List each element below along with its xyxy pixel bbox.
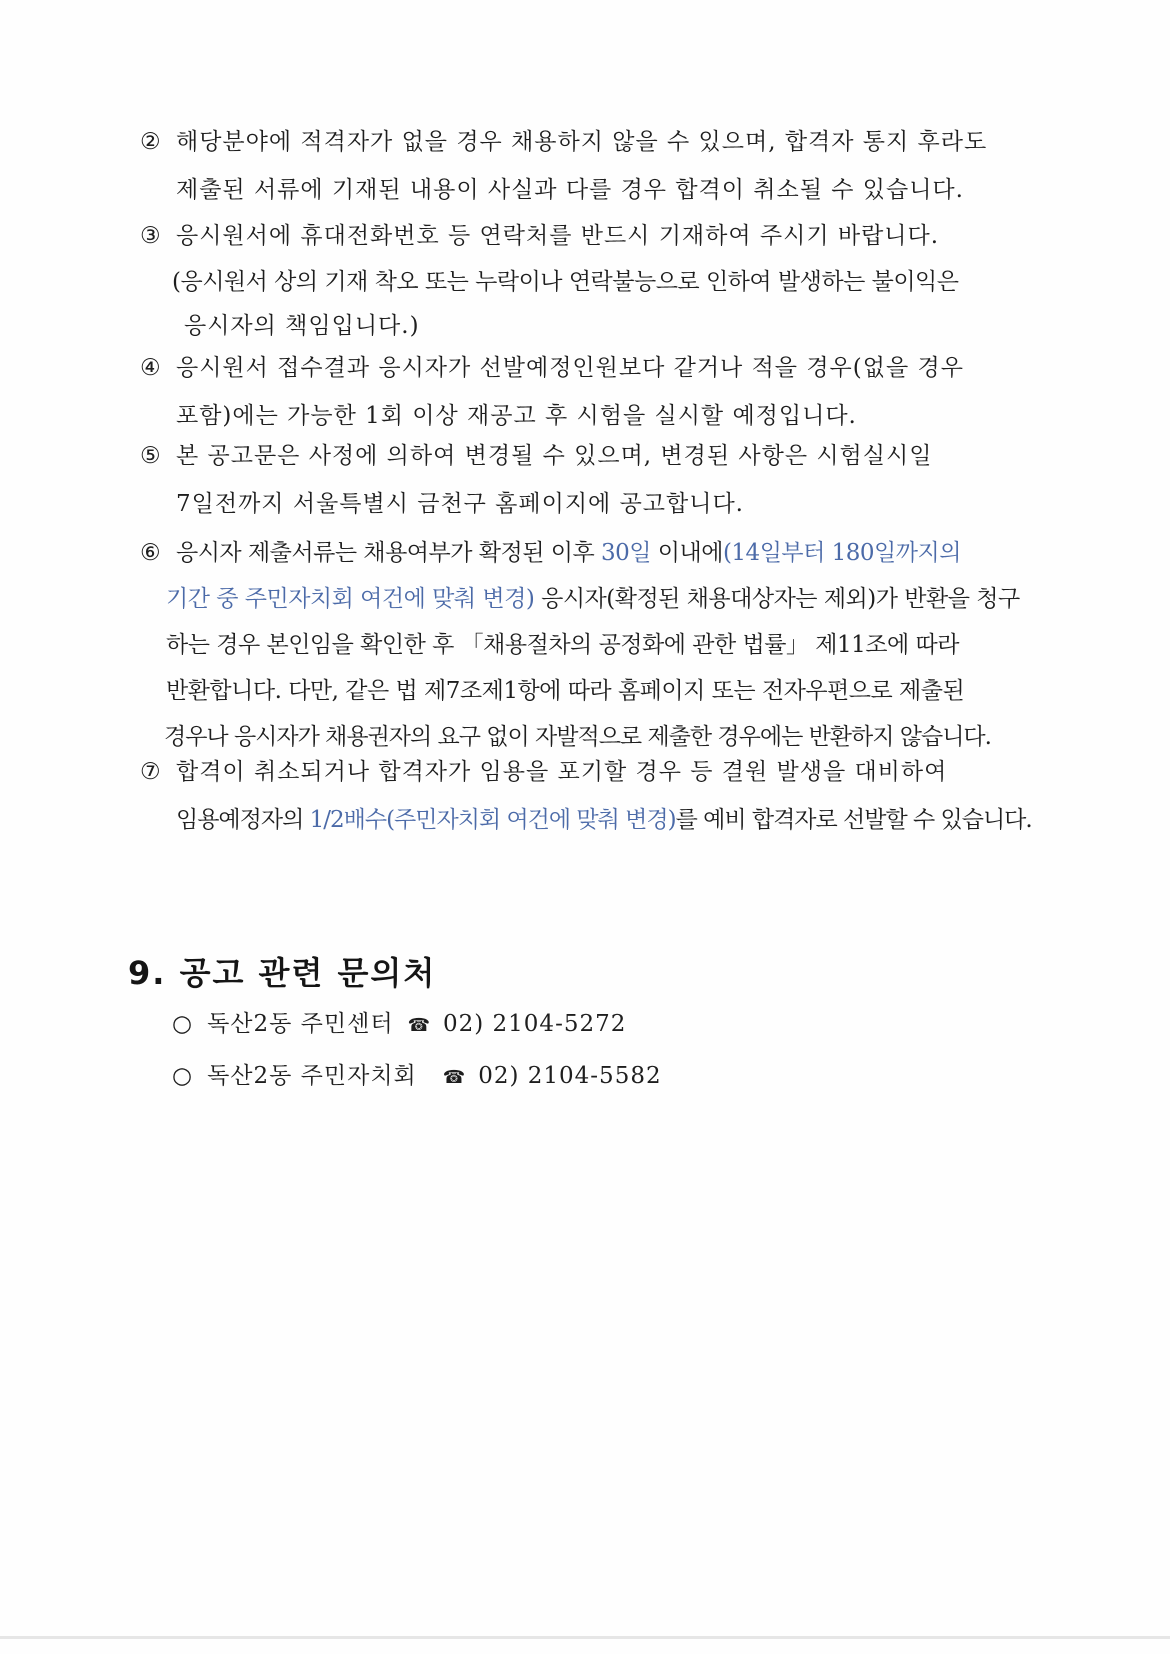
item-line xyxy=(140,530,1070,576)
item-line xyxy=(140,748,1070,796)
item-number: ⑤ xyxy=(140,443,162,469)
item-line: 경우나 응시자가 채용권자의 요구 없이 자발적으로 제출한 경우에는 반환하지 않습니다. xyxy=(164,724,991,750)
item-line: 응시자의 책임입니다.) xyxy=(184,313,420,339)
item-number: ② xyxy=(140,129,162,155)
item-number: ④ xyxy=(140,355,162,381)
page-bottom-edge xyxy=(0,1636,1170,1639)
item-text: 임용예정자의 xyxy=(176,807,310,833)
phone-icon: ☎ xyxy=(407,1015,431,1036)
item-line: 7일전까지 서울특별시 금천구 홈페이지에 공고합니다. xyxy=(176,491,744,517)
contact-phone: 02) 2104-5272 xyxy=(442,1011,627,1037)
item-text: 응시원서 접수결과 응시자가 선발예정인원보다 같거나 적을 경우(없을 경우 xyxy=(176,355,964,381)
notice-item-6 xyxy=(140,530,1070,760)
contact-item xyxy=(172,1004,626,1046)
item-line xyxy=(140,212,1070,260)
item-line xyxy=(140,432,1070,480)
notice-item-2 xyxy=(140,118,1070,214)
item-text: 합격이 취소되거나 합격자가 임용을 포기할 경우 등 결원 발생을 대비하여 xyxy=(176,759,948,785)
item-line: 하는 경우 본인임을 확인한 후 「채용절차의 공정화에 관한 법률」 제11조에 따라 xyxy=(166,632,959,658)
contact-phone: 02) 2104-5582 xyxy=(478,1063,662,1089)
item-line xyxy=(140,344,1070,392)
highlight-text: 30일 xyxy=(600,540,651,566)
item-number: ③ xyxy=(140,223,162,249)
item-text: 해당분야에 적격자가 없을 경우 채용하지 않을 수 있으며, 합격자 통지 후라도 xyxy=(176,129,988,155)
item-text: 응시자(확정된 채용대상자는 제외)가 반환을 청구 xyxy=(534,586,1020,612)
contact-item xyxy=(172,1056,662,1098)
item-line: (응시원서 상의 기재 착오 또는 누락이나 연락불능으로 인하여 발생하는 불이익은 xyxy=(172,269,959,295)
item-line xyxy=(140,118,1070,166)
item-text: 본 공고문은 사정에 의하여 변경될 수 있으며, 변경된 사항은 시험실시일 xyxy=(176,443,933,469)
notice-item-5 xyxy=(140,432,1070,528)
item-text: 를 예비 합격자로 선발할 수 있습니다. xyxy=(675,807,1032,833)
item-line: 반환합니다. 다만, 같은 법 제7조제1항에 따라 홈페이지 또는 전자우편으로 제출된 xyxy=(166,678,965,704)
contact-name: 독산2동 주민자치회 xyxy=(207,1063,417,1089)
circle-bullet-icon: ○ xyxy=(172,1011,194,1037)
item-line: 제출된 서류에 기재된 내용이 사실과 다를 경우 합격이 취소될 수 있습니다. xyxy=(176,177,964,203)
highlight-text: 기간 중 주민자치회 여건에 맞춰 변경) xyxy=(166,586,535,612)
item-number: ⑥ xyxy=(140,540,161,566)
section-title: 9. 공고 관련 문의처 xyxy=(128,954,437,992)
contact-name: 독산2동 주민센터 xyxy=(207,1011,394,1037)
item-text: 이내에 xyxy=(650,540,723,566)
item-line: 포함)에는 가능한 1회 이상 재공고 후 시험을 실시할 예정입니다. xyxy=(176,403,857,429)
notice-item-4 xyxy=(140,344,1070,440)
item-text: 응시자 제출서류는 채용여부가 확정된 이후 xyxy=(176,540,601,566)
notice-item-3 xyxy=(140,212,1070,348)
highlight-text: 1/2배수(주민자치회 여건에 맞춰 변경) xyxy=(309,807,676,833)
item-text: 응시원서에 휴대전화번호 등 연락처를 반드시 기재하여 주시기 바랍니다. xyxy=(176,223,940,249)
phone-icon: ☎ xyxy=(442,1067,467,1088)
item-line xyxy=(140,796,1070,844)
circle-bullet-icon: ○ xyxy=(172,1063,194,1089)
highlight-text: (14일부터 180일까지의 xyxy=(722,540,961,566)
item-line xyxy=(140,576,1070,622)
item-number: ⑦ xyxy=(140,759,162,785)
notice-item-7 xyxy=(140,748,1070,844)
